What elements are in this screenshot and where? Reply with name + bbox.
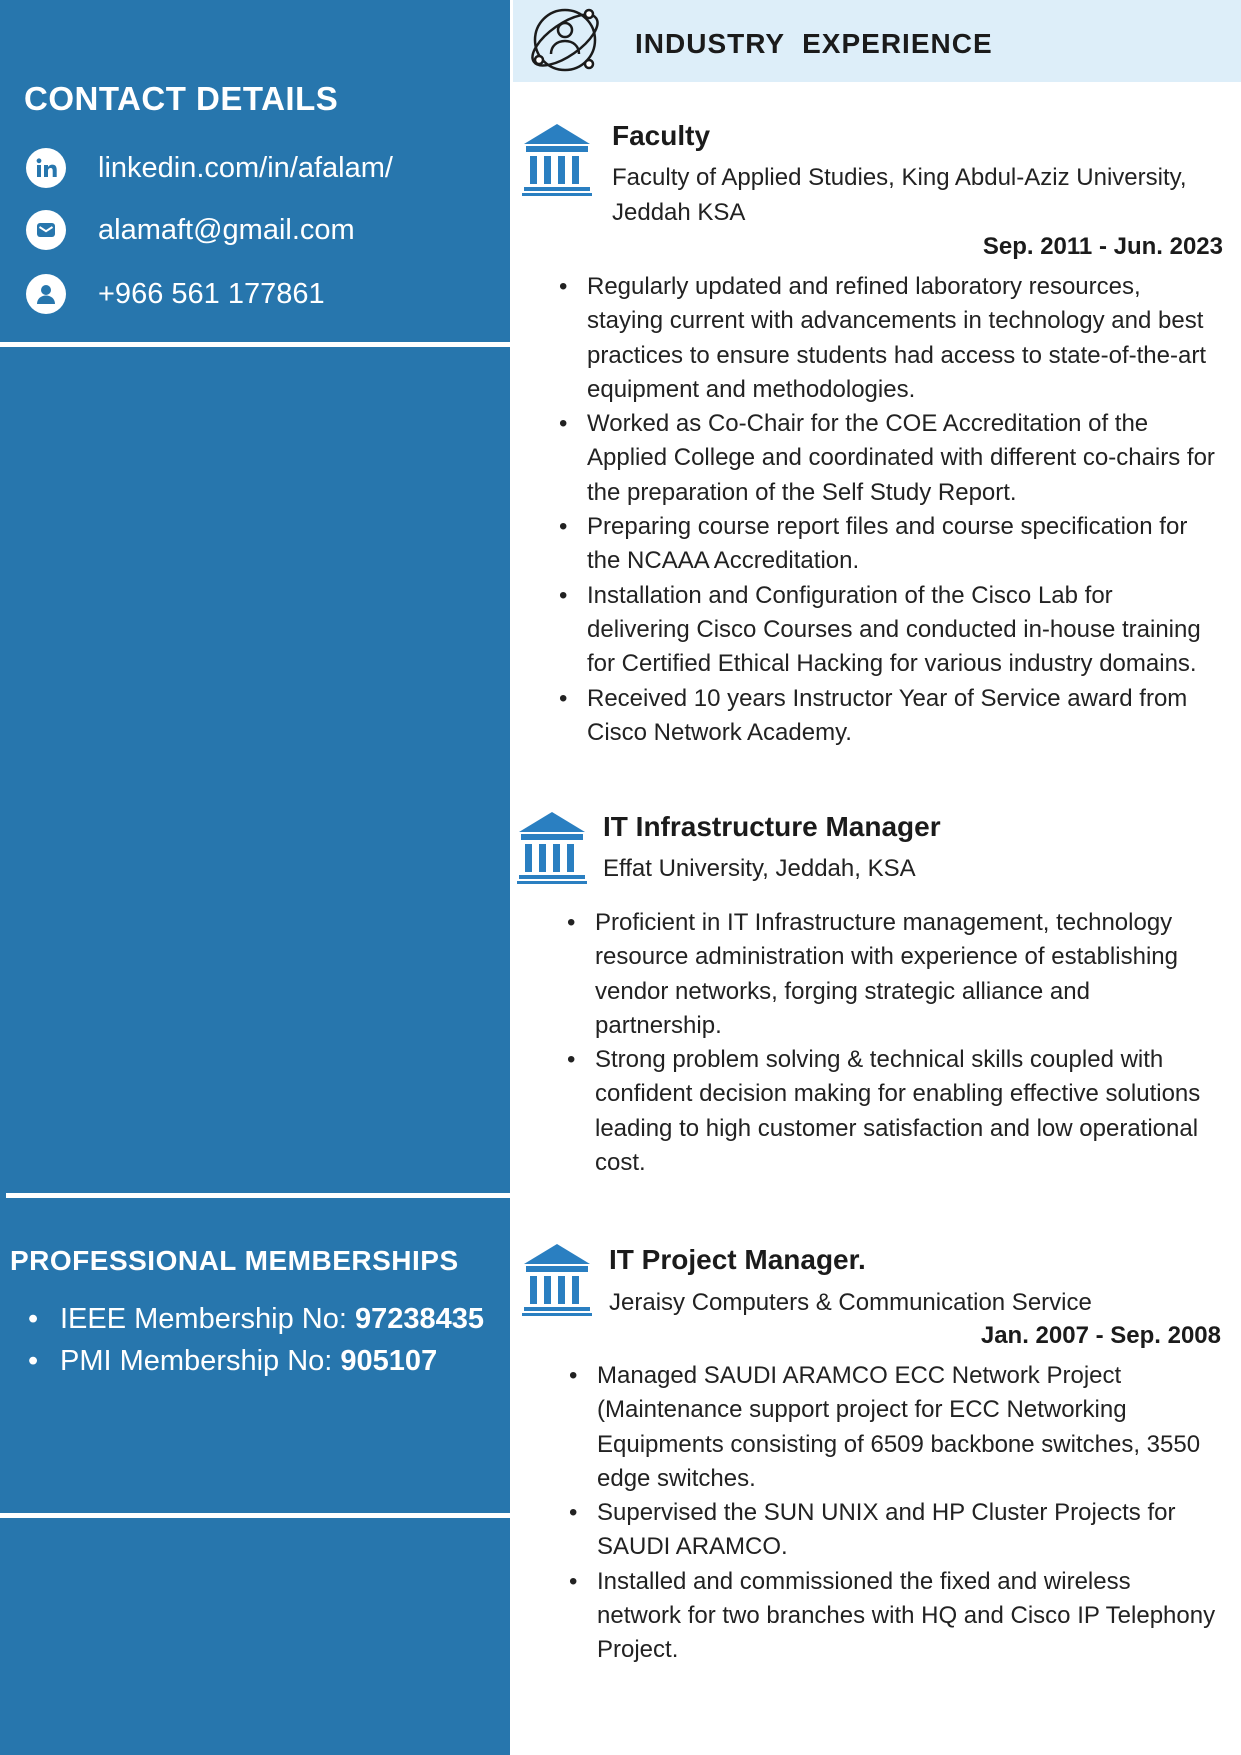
linkedin-link[interactable]: linkedin.com/in/afalam/ [98, 151, 393, 184]
memberships-list [22, 1298, 492, 1382]
job-title-it-infrastructure: IT Infrastructure Manager [603, 811, 941, 842]
list-item: • Strong problem solving & technical skills coupled with confident decision making for enabling effective solutions leading to high customer satisfaction and low operational cost. [565, 1043, 1215, 1180]
job-org-it-project-manager: Jeraisy Computers & Communication Service [609, 1289, 1092, 1316]
list-item: • Proficient in IT Infrastructure management, technology resource administration with experience of establishing vendor networks, forging strategic alliance and partnership. [565, 906, 1215, 1043]
list-item: • Installation and Configuration of the Cisco Lab for delivering Cisco Courses and conducted in-house training for Certified Ethical Hacking for various industry domains. [557, 579, 1217, 682]
contact-heading: CONTACT DETAILS [24, 80, 339, 117]
job-bullets-it-project-manager [567, 1359, 1217, 1668]
email-link[interactable]: alamaft@gmail.com [98, 213, 355, 246]
list-item: • Received 10 years Instructor Year of Service award from Cisco Network Academy. [557, 682, 1217, 751]
job-org-faculty: Faculty of Applied Studies, King Abdul-Aziz University, Jeddah KSA [612, 164, 1187, 226]
sidebar-divider-bottom [0, 1513, 510, 1518]
institution-icon [515, 808, 589, 889]
list-item: • Installed and commissioned the fixed and wireless network for two branches with HQ and Cisco IP Telephony Project. [567, 1565, 1217, 1668]
ieee-label: IEEE Membership No: [60, 1303, 355, 1335]
phone-number: +966 561 177861 [98, 277, 325, 310]
institution-icon [520, 120, 594, 201]
job-org-it-infrastructure: Effat University, Jeddah, KSA [603, 855, 916, 882]
pmi-number: 905107 [340, 1345, 438, 1377]
list-item: • Supervised the SUN UNIX and HP Cluster Projects for SAUDI ARAMCO. [567, 1496, 1217, 1565]
network-person-icon [523, 0, 608, 82]
institution-icon [520, 1240, 594, 1321]
job-title-faculty: Faculty [612, 120, 711, 151]
list-item: • Preparing course report files and course specification for the NCAAA Accreditation. [557, 510, 1217, 579]
list-item: • Managed SAUDI ARAMCO ECC Network Project (Maintenance support project for ECC Networking Equipments consisting of 6509 backbone switches, 3550 edge switches. [567, 1359, 1217, 1496]
contact-phone[interactable] [26, 274, 325, 314]
sidebar-divider-middle [6, 1193, 510, 1198]
sidebar-divider-top [0, 342, 510, 347]
user-icon [26, 274, 66, 314]
list-item: • Worked as Co-Chair for the COE Accreditation of the Applied College and coordinated with different co-chairs for the preparation of the Self Study Report. [557, 407, 1217, 510]
job-title-it-project-manager: IT Project Manager. [609, 1244, 866, 1275]
job-dates-faculty: Sep. 2011 - Jun. 2023 [982, 233, 1223, 260]
ieee-number: 97238435 [354, 1303, 484, 1335]
pmi-label: PMI Membership No: [60, 1345, 341, 1377]
experience-heading: INDUSTRY EXPERIENCE [635, 28, 993, 59]
job-bullets-it-infrastructure [565, 906, 1215, 1180]
list-item [22, 1340, 492, 1382]
list-item [22, 1298, 492, 1340]
job-dates-it-project-manager: Jan. 2007 - Sep. 2008 [980, 1322, 1221, 1349]
contact-email[interactable] [26, 210, 355, 250]
mail-icon [26, 210, 66, 250]
job-bullets-faculty [557, 270, 1217, 750]
list-item: • Regularly updated and refined laboratory resources, staying current with advancements in technology and best practices to ensure students had access to state-of-the-art equipment and methodologies. [557, 270, 1217, 407]
contact-linkedin[interactable] [26, 148, 393, 188]
sidebar [0, 0, 510, 1755]
linkedin-icon [26, 148, 66, 188]
memberships-heading: PROFESSIONAL MEMBERSHIPS [10, 1245, 459, 1276]
